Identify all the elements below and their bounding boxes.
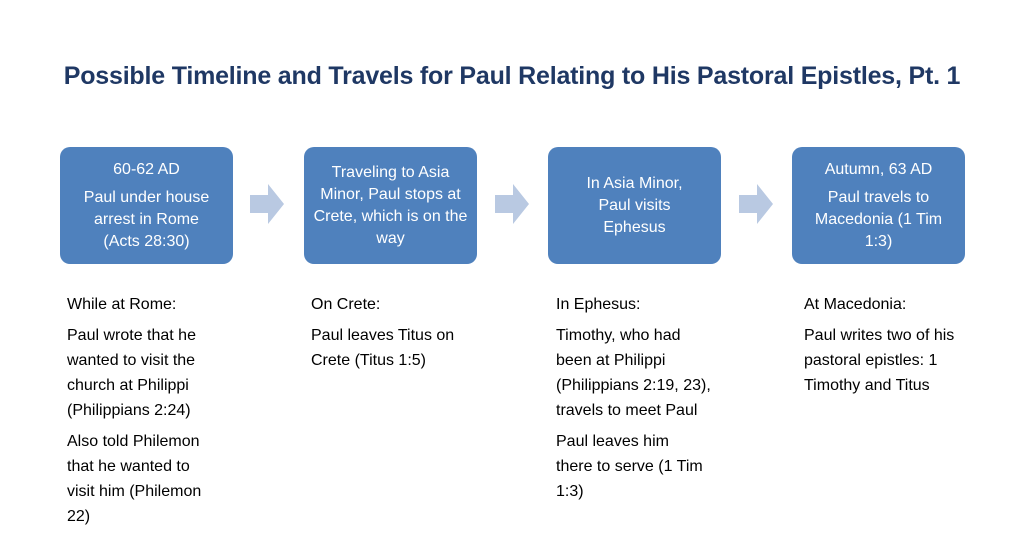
box-text: In Asia Minor, Paul visits Ephesus — [586, 174, 683, 236]
right-arrow-icon — [250, 184, 284, 224]
notes-paragraph: Paul writes two of his pastoral epistles: 1 Timothy and Titus — [804, 327, 955, 394]
box-date: 60-62 AD — [113, 160, 180, 178]
notes-crete — [311, 292, 461, 379]
notes-paragraph: Timothy, who had been at Philippi (Philippians 2:19, 23), travels to meet Paul — [556, 327, 711, 419]
notes-paragraph: Paul leaves him there to serve (1 Tim 1:3) — [556, 433, 703, 500]
notes-heading: While at Rome: — [67, 296, 177, 313]
notes-paragraph: Paul leaves Titus on Crete (Titus 1:5) — [311, 327, 455, 369]
slide-title: Possible Timeline and Travels for Paul Relating to His Pastoral Epistles, Pt. 1 — [63, 62, 961, 90]
notes-heading: At Macedonia: — [804, 296, 907, 313]
timeline-box-ephesus — [548, 147, 721, 264]
timeline-box-crete — [304, 147, 477, 264]
notes-ephesus — [556, 292, 716, 510]
timeline-box-macedonia — [792, 147, 965, 264]
right-arrow-icon — [495, 184, 529, 224]
notes-paragraph: Also told Philemon that he wanted to visit him (Philemon 22) — [67, 433, 202, 525]
notes-macedonia — [804, 292, 964, 404]
notes-heading: On Crete: — [311, 296, 381, 313]
box-date: Autumn, 63 AD — [824, 160, 933, 178]
notes-paragraph: Paul wrote that he wanted to visit the church at Philippi (Philippians 2:24) — [67, 327, 196, 419]
box-text: Paul travels to Macedonia (1 Tim 1:3) — [814, 188, 943, 250]
notes-rome — [67, 292, 232, 535]
right-arrow-icon — [739, 184, 773, 224]
timeline-box-rome — [60, 147, 233, 264]
box-text: Traveling to Asia Minor, Paul stops at Crete, which is on the way — [313, 163, 468, 247]
notes-heading: In Ephesus: — [556, 296, 641, 313]
box-text: Paul under house arrest in Rome (Acts 28:30) — [83, 188, 210, 250]
